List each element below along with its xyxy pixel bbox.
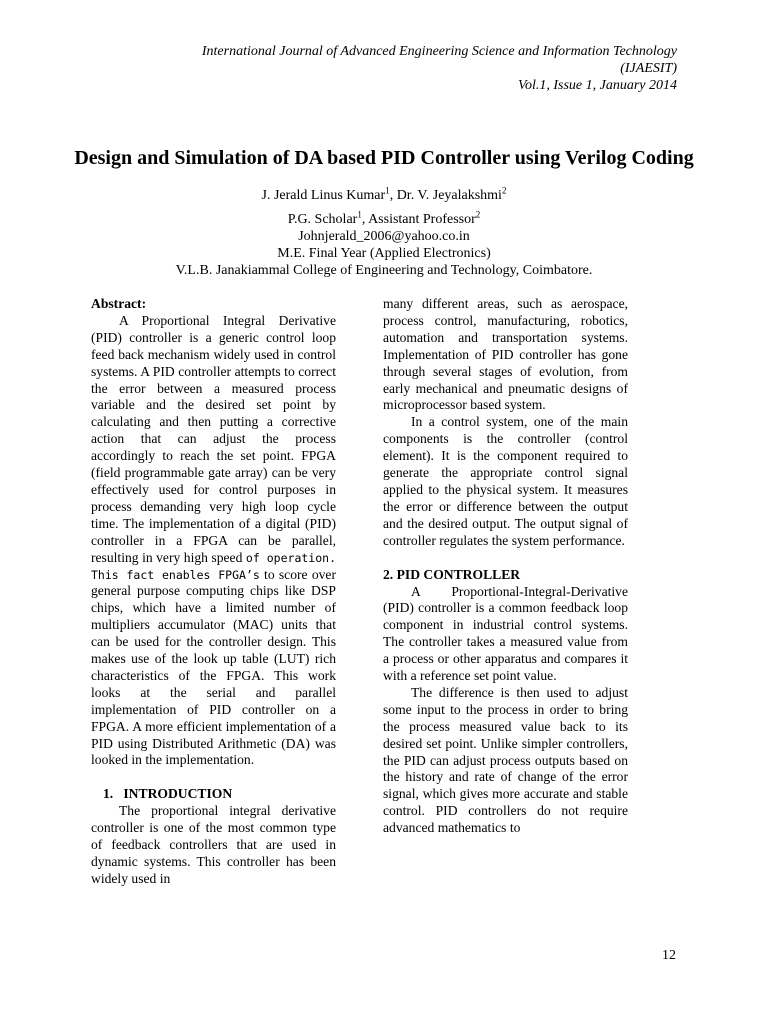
right-paragraph-2: In a control system, one of the main components is the controller (control element). It is the component required to generate the appropriate control signal applied to the physical system. It measures the error or difference between the output and the desired output. The output signal of controller regulates the system performance. [383, 414, 628, 548]
authors-line [60, 187, 708, 204]
abstract-heading: Abstract: [91, 296, 147, 311]
role-separator: , [361, 212, 369, 227]
role-2: Assistant Professor [368, 212, 476, 227]
right-paragraph-4: The difference is then used to adjust some input to the process in order to bring the process measured value back to its desired set point. Unlike simpler controllers, the PID can adjust process outputs based on the history and rate of change of the error signal, which gives more accurate and stable control. PID controllers do not require advanced mathematics to [383, 684, 628, 836]
abstract-text-part-b: to score over general purpose computing chips like DSP chips, which have a limited number of multipliers accumulator (MAC) units that can be used for the controller design. This makes use of the look up table (LUT) rich characteristics of the FPGA. This work looks at the serial and parallel implementation of PID controller on a FPGA. A more efficient implementation of a PID using Distributed Arithmetic (DA) was looked in the implementation. [91, 566, 336, 768]
abstract-text-part-a: A Proportional Integral Derivative (PID) controller is a generic control loop feed back mechanism widely used in control systems. A PID controller attempts to correct the error between a measured process variable and the desired set point by calculating and then putting a corrective action that can adjust the process accordingly to reach the set point. FPGA (field programmable gate array) can be very effectively used for control purposes in process demanding very high loop cycle time. The implementation of a digital (PID) controller in a FPGA can be parallel, resulting in very high speed [91, 312, 336, 565]
author-college: V.L.B. Janakiammal College of Engineering and Technology, Coimbatore. [175, 263, 593, 278]
paper-title: Design and Simulation of DA based PID Controller using Verilog Coding [74, 147, 694, 169]
author-2-sup: 2 [501, 185, 507, 196]
journal-header [202, 43, 677, 94]
page-number: 12 [662, 948, 676, 963]
author-1: J. Jerald Linus Kumar [261, 188, 386, 203]
right-paragraph-1: many different areas, such as aerospace, process control, manufacturing, robotics, automation and transportation systems. Implementation of PID controller has gone through several stages of evolution, from early mechanical and pneumatic designs of microprocessor based system. [383, 296, 628, 413]
role-2-sup: 2 [475, 209, 481, 220]
journal-abbrev: (IJAESIT) [620, 61, 677, 76]
role-1-sup: 1 [357, 209, 362, 220]
introduction-heading: 1. INTRODUCTION [103, 786, 233, 802]
author-separator: , [389, 188, 397, 203]
author-email: Johnjerald_2006@yahoo.co.in [298, 229, 470, 244]
journal-name: International Journal of Advanced Engineering Science and Information Technology [201, 44, 677, 59]
role-1: P.G. Scholar [287, 212, 358, 227]
left-column [91, 296, 336, 888]
abstract-text-mono: of operation. This fact enables FPGA’s [91, 550, 336, 582]
author-1-sup: 1 [385, 185, 390, 196]
roles-line [60, 211, 708, 228]
author-2: Dr. V. Jeyalakshmi [396, 188, 502, 203]
author-program: M.E. Final Year (Applied Electronics) [277, 246, 491, 261]
journal-volume: Vol.1, Issue 1, January 2014 [517, 78, 677, 93]
right-paragraph-3: A Proportional-Integral-Derivative (PID) controller is a common feedback loop component in industrial control systems. The controller takes a measured value from a process or other apparatus and compares it with a reference set point value. [383, 583, 628, 684]
pid-controller-heading: 2. PID CONTROLLER [383, 566, 521, 582]
right-column [383, 296, 628, 837]
abstract-text [91, 313, 336, 769]
introduction-text: The proportional integral derivative controller is one of the most common type of feedback controllers that are used in dynamic systems. This controller has been widely used in [91, 803, 336, 886]
